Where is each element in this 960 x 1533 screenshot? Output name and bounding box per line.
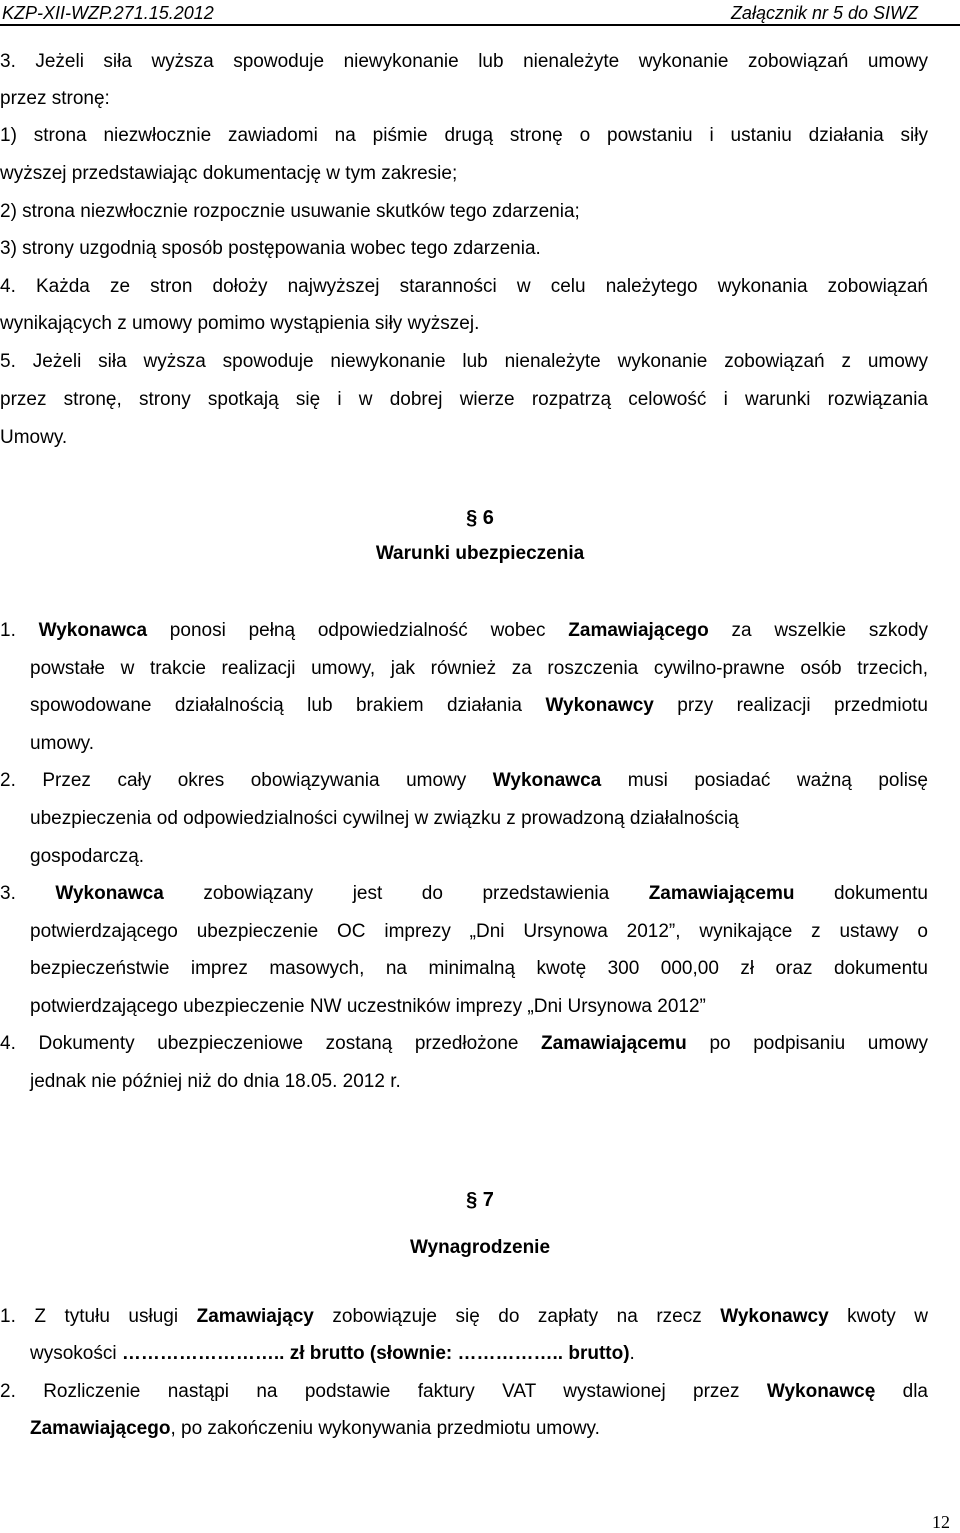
section-6-heading xyxy=(0,506,960,530)
s6-para-2-line-1: 2. Przez cały okres obowiązywania umowy Wykonawca musi posiadać ważną polisę xyxy=(0,770,928,791)
page-number: 12 xyxy=(932,1512,950,1532)
para-3-item-1-line-2: wyższej przedstawiając dokumentację w tym zakresie; xyxy=(0,163,458,184)
wykonawca-term: Wykonawca xyxy=(55,883,164,904)
s6-para-1-line-1: 1. Wykonawca ponosi pełną odpowiedzialność wobec Zamawiającego za wszelkie szkody xyxy=(0,620,929,641)
wykonawca-term: Wykonawcy xyxy=(720,1306,829,1327)
amount-placeholder: …………………….. zł brutto (słownie: …………….. brutto) xyxy=(121,1343,630,1364)
para-4-line-1: 4. Każda ze stron dołoży najwyższej staranności w celu należytego wykonania zobowiązań xyxy=(0,276,928,297)
s7-para-2-line-1: 2. Rozliczenie nastąpi na podstawie faktury VAT wystawionej przez Wykonawcę dla xyxy=(0,1381,928,1402)
s6-para-4-line-2: jednak nie później niż do dnia 18.05. 2012 r. xyxy=(30,1071,401,1092)
s6-para-1-line-3: spowodowane działalnością lub brakiem działania Wykonawcy przy realizacji przedmiotu xyxy=(30,695,928,716)
para-3-line-1: 3. Jeżeli siła wyższa spowoduje niewykonanie lub nienależyte wykonanie zobowiązań umowy xyxy=(0,51,928,72)
para-3-line-2: przez stronę: xyxy=(0,88,110,109)
para-5-line-1: 5. Jeżeli siła wyższa spowoduje niewykonanie lub nienależyte wykonanie zobowiązań z umowy xyxy=(0,351,928,372)
s7-para-1-line-2: wysokości …………………….. zł brutto (słownie: …………….. brutto). xyxy=(30,1343,635,1364)
para-3-item-1-line-1: 1) strona niezwłocznie zawiadomi na piśmie drugą stronę o powstaniu i ustaniu działania siły xyxy=(0,125,928,146)
wykonawca-term: Wykonawcę xyxy=(766,1381,876,1402)
s6-para-3-line-1: 3. Wykonawca zobowiązany jest do przedstawienia Zamawiającemu dokumentu xyxy=(0,883,928,904)
s6-para-3-line-2: potwierdzającego ubezpieczenie OC imprezy „Dni Ursynowa 2012”, wynikające z ustawy o xyxy=(30,921,928,942)
section-7-heading xyxy=(0,1188,960,1212)
zamawiajacy-term: Zamawiającemu xyxy=(541,1033,687,1054)
s6-para-3-line-4: potwierdzającego ubezpieczenie NW uczestników imprezy „Dni Ursynowa 2012” xyxy=(30,996,706,1017)
section-number: 7 xyxy=(482,1189,494,1211)
s6-para-3-line-3: bezpieczeństwie imprez masowych, na minimalną kwotę 300 000,00 zł oraz dokumentu xyxy=(30,958,928,979)
zamawiajacy-term: Zamawiający xyxy=(196,1306,314,1327)
para-5-line-2: przez stronę, strony spotkają się i w dobrej wierze rozpatrzą celowość i warunki rozwiązania xyxy=(0,389,928,410)
section-6-title: Warunki ubezpieczenia xyxy=(375,543,585,564)
doc-reference: KZP-XII-WZP.271.15.2012 xyxy=(2,3,214,23)
para-5-line-3: Umowy. xyxy=(0,427,68,448)
section-number: 6 xyxy=(482,507,494,529)
s6-para-1-line-2: powstałe w trakcie realizacji umowy, jak również za roszczenia cywilno-prawne osób trzecich, xyxy=(30,658,928,679)
para-4-line-2: wynikających z umowy pomimo wystąpienia siły wyższej. xyxy=(0,313,480,334)
wykonawca-term: Wykonawca xyxy=(492,770,602,791)
para-3-item-3: 3) strony uzgodnią sposób postępowania wobec tego zdarzenia. xyxy=(0,238,541,259)
header-rule xyxy=(0,24,960,26)
s6-para-2-line-2: ubezpieczenia od odpowiedzialności cywilnej w związku z prowadzoną działalnością xyxy=(30,808,739,829)
zamawiajacy-term: Zamawiającego xyxy=(568,620,709,641)
page-header xyxy=(0,0,960,24)
s6-para-1-line-4: umowy. xyxy=(30,733,95,754)
attachment-label: Załącznik nr 5 do SIWZ xyxy=(730,3,918,23)
section-sign: § xyxy=(466,507,478,529)
s6-para-2-line-3: gospodarczą. xyxy=(30,846,145,867)
wykonawca-term: Wykonawcy xyxy=(545,695,654,716)
s6-para-4-line-1: 4. Dokumenty ubezpieczeniowe zostaną przedłożone Zamawiającemu po podpisaniu umowy xyxy=(0,1033,928,1054)
section-7-title: Wynagrodzenie xyxy=(409,1237,551,1258)
zamawiajacy-term: Zamawiającego xyxy=(30,1418,171,1439)
wykonawca-term: Wykonawca xyxy=(38,620,148,641)
s7-para-1-line-1: 1. Z tytułu usługi Zamawiający zobowiązuje się do zapłaty na rzecz Wykonawcy kwoty w xyxy=(0,1306,928,1327)
section-sign: § xyxy=(466,1189,478,1211)
zamawiajacy-term: Zamawiającemu xyxy=(648,883,795,904)
para-3-item-2: 2) strona niezwłocznie rozpocznie usuwanie skutków tego zdarzenia; xyxy=(0,201,580,222)
s7-para-2-line-2: Zamawiającego, po zakończeniu wykonywania przedmiotu umowy. xyxy=(30,1418,600,1439)
